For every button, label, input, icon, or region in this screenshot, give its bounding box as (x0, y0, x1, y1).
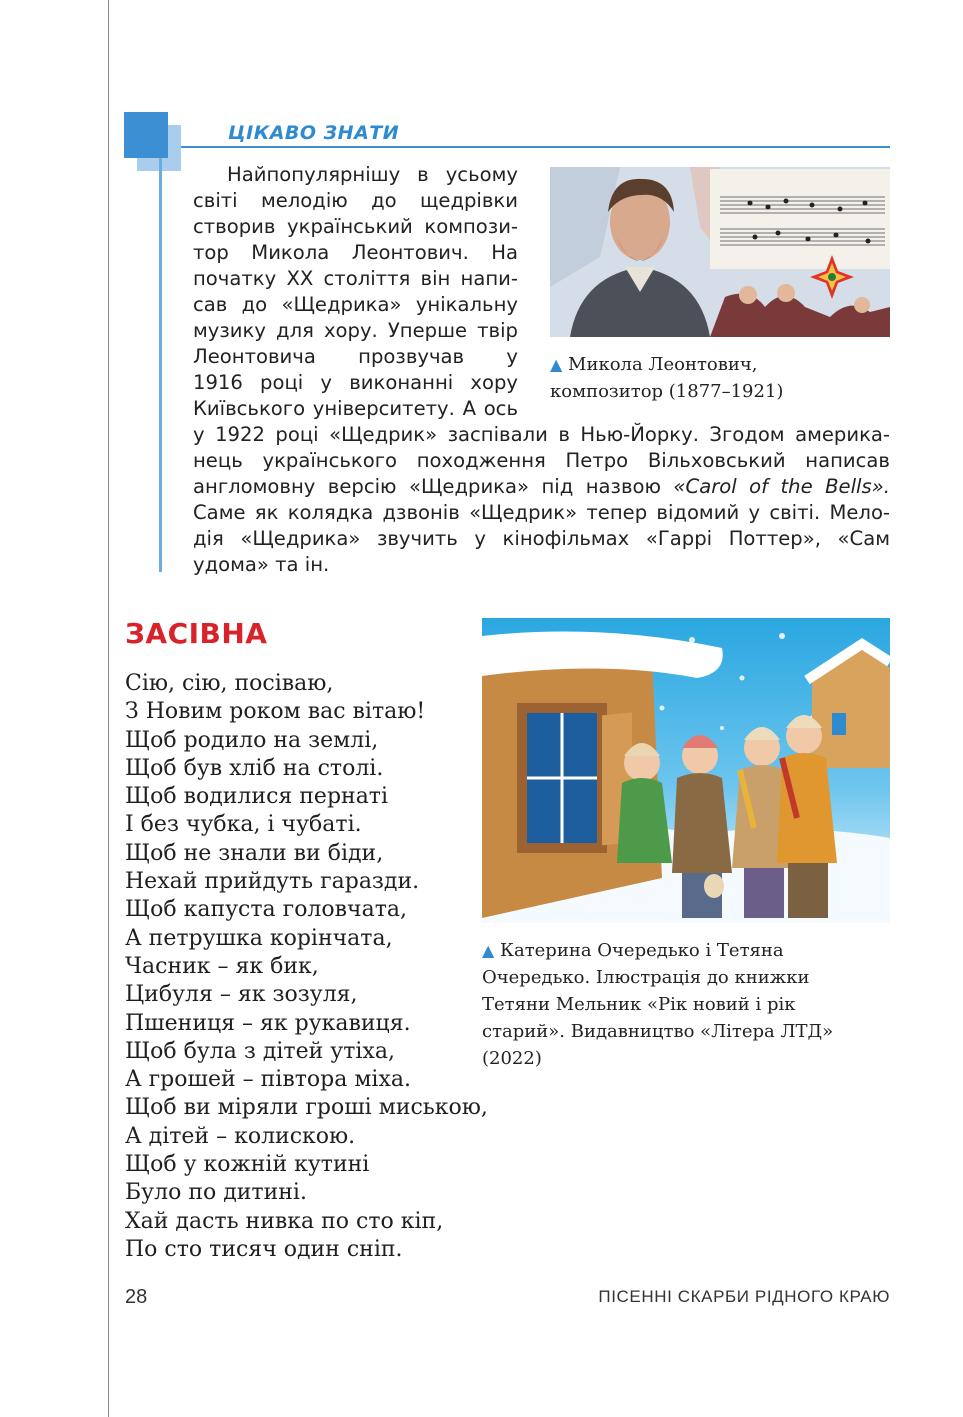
running-footer-title: ПІСЕННІ СКАРБИ РІДНОГО КРАЮ (598, 1287, 890, 1306)
illustration-caption-line: (2022) (482, 1048, 542, 1069)
lyric-line: Щоб водилися пернаті (125, 784, 389, 810)
lyric-line: А грошей – півтора міха. (125, 1067, 411, 1093)
fact-text-wide (193, 422, 890, 578)
illustration-caption (482, 937, 892, 1072)
carolers-illustration-image (482, 618, 890, 923)
lyric-line: З Новим роком вас вітаю! (125, 699, 426, 725)
leontovych-portrait-image (550, 167, 890, 337)
lyric-line: Щоб капуста головчата, (125, 897, 407, 923)
song-lyrics (125, 670, 488, 1264)
lyric-line: Щоб родило на землі, (125, 727, 379, 753)
fact-line: початку XX століття він напи- (193, 267, 518, 290)
fact-line: створив український компози- (193, 215, 518, 238)
lyric-line: Хай дасть нивка по сто кіп, (125, 1208, 444, 1234)
fact-line-carol (193, 474, 890, 500)
illustration-caption-line (482, 937, 892, 964)
lyric-line: Щоб не знали ви біди, (125, 840, 384, 866)
fact-line: удома» та ін. (193, 553, 330, 576)
fact-box-heading-rule (181, 146, 890, 148)
fact-box-square (124, 112, 168, 158)
fact-line: світі мелодію до щедрівки (193, 189, 518, 212)
fact-line: Найпопулярнішу в усьому (227, 163, 518, 186)
page-margin-line (108, 0, 109, 1417)
lyric-line: Нехай прийдуть гаразди. (125, 869, 420, 895)
lyric-line: Щоб у кожній кутині (125, 1152, 370, 1178)
lyric-line: А дітей – колискою. (125, 1123, 356, 1149)
illustration-caption-text: Катерина Очередько і Тетяна (494, 940, 784, 961)
fact-line: Київського університету. А ось (193, 397, 518, 420)
fact-box-heading: ЦІКАВО ЗНАТИ (228, 122, 400, 144)
lyric-line: І без чубка, і чубаті. (125, 812, 362, 838)
fact-line: 1916 році у виконанні хору (193, 371, 518, 394)
fact-line: сав до «Щедрика» унікальну (193, 293, 518, 316)
illustration-caption-line: Тетяни Мельник «Рік новий і рік (482, 994, 796, 1015)
carol-of-the-bells-title: «Carol of the Bells». (673, 475, 890, 498)
lyric-line: А петрушка корінчата, (125, 925, 393, 951)
lyric-line: По сто тисяч один сніп. (125, 1236, 403, 1262)
illustration-caption-line: Очередько. Ілюстрація до книжки (482, 967, 810, 988)
portrait-caption-text: Микола Леонтович, (562, 354, 758, 375)
portrait-caption-line (550, 351, 890, 378)
lyric-line: Сію, сію, посіваю, (125, 671, 334, 696)
lyric-line: Щоб була з дітей утіха, (125, 1038, 395, 1064)
fact-line: Леонтовича прозвучав у (193, 345, 518, 368)
fact-line: Саме як колядка дзвонів «Щедрик» тепер відомий у світі. Мело- (193, 501, 890, 524)
portrait-caption-line: композитор (1877–1921) (550, 381, 784, 402)
carolers-illustration (482, 618, 890, 923)
fact-line: тор Микола Леонтович. На (193, 241, 518, 264)
portrait-illustration (550, 167, 890, 337)
lyric-line: Було по дитині. (125, 1180, 307, 1206)
lyric-line: Цибуля – як зозуля, (125, 982, 358, 1008)
lyric-line: Часник – як бик, (125, 953, 319, 979)
fact-box-vertical-rule (159, 158, 162, 572)
fact-line: у 1922 році «Щедрик» заспівали в Нью-Йорку. Згодом америка- (193, 423, 890, 446)
fact-text-fragment: англомовну версію «Щедрика» під назвою (193, 475, 674, 498)
triangle-marker-icon: ▲ (550, 355, 563, 374)
page-number: 28 (125, 1286, 148, 1308)
fact-text-narrow (193, 162, 518, 422)
fact-line: музику для хору. Уперше твір (193, 319, 518, 342)
lyric-line: Пшениця – як рукавиця. (125, 1010, 411, 1036)
fact-line: нець українського походження Петро Вільховський написав (193, 449, 890, 472)
portrait-caption (550, 351, 890, 405)
lyric-line: Щоб був хліб на столі. (125, 755, 384, 781)
song-title: ЗАСІВНА (125, 617, 268, 650)
triangle-marker-icon: ▲ (482, 941, 495, 960)
illustration-caption-line: старий». Видавництво «Літера ЛТД» (482, 1021, 834, 1042)
fact-line: дія «Щедрика» звучить у кінофільмах «Гаррі Поттер», «Сам (193, 527, 890, 550)
lyric-line: Щоб ви міряли гроші миською, (125, 1095, 488, 1121)
